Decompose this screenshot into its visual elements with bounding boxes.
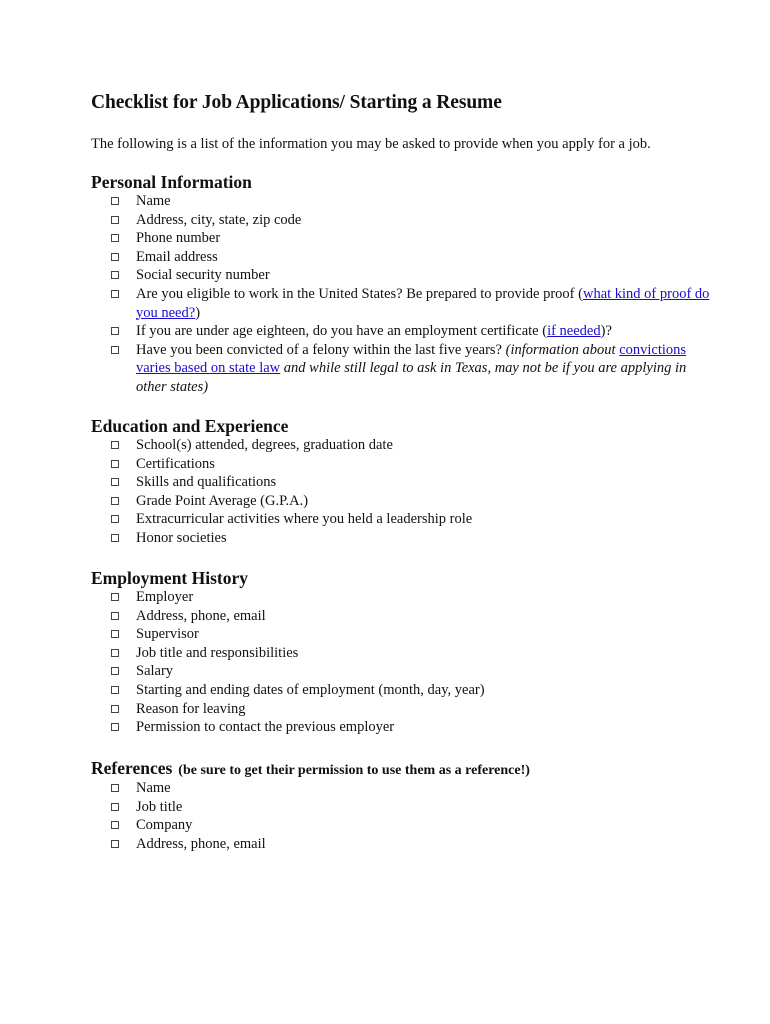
list-item: Company — [110, 816, 710, 835]
checkbox[interactable] — [111, 803, 119, 811]
checkbox[interactable] — [111, 290, 119, 298]
checkbox[interactable] — [111, 723, 119, 731]
convictions-link[interactable]: convictions varies based on state law — [136, 341, 687, 377]
list-item: Permission to contact the previous employer — [110, 718, 710, 737]
education-heading: Education and Experience — [91, 416, 289, 436]
list-item: Reason for leaving — [110, 700, 710, 719]
references-note: (be sure to get their permission to use them as a reference!) — [178, 763, 530, 778]
checkbox[interactable] — [111, 612, 119, 620]
checkbox[interactable] — [111, 216, 119, 224]
checkbox[interactable] — [111, 784, 119, 792]
list-item: Supervisor — [110, 625, 710, 644]
checkbox[interactable] — [111, 478, 119, 486]
checkbox[interactable] — [111, 649, 119, 657]
references-heading: References (be sure to get their permission to use them as a reference!) — [91, 758, 530, 778]
checkbox[interactable] — [111, 534, 119, 542]
personal-checklist — [110, 192, 710, 397]
checkbox[interactable] — [111, 327, 119, 335]
checkbox[interactable] — [111, 821, 119, 829]
list-item: Name — [110, 779, 710, 798]
checkbox[interactable] — [111, 667, 119, 675]
employment-checklist — [110, 588, 710, 737]
personal-heading: Personal Information — [91, 172, 252, 192]
checkbox[interactable] — [111, 234, 119, 242]
list-item: Social security number — [110, 266, 710, 285]
checkbox[interactable] — [111, 497, 119, 505]
checkbox[interactable] — [111, 441, 119, 449]
list-item: Job title and responsibilities — [110, 644, 710, 663]
checkbox[interactable] — [111, 840, 119, 848]
list-item: Extracurricular activities where you held a leadership role — [110, 510, 710, 529]
checkbox[interactable] — [111, 271, 119, 279]
checkbox[interactable] — [111, 346, 119, 354]
list-item: Phone number — [110, 229, 710, 248]
list-item: Honor societies — [110, 529, 710, 548]
list-item: Job title — [110, 798, 710, 817]
list-item: Certifications — [110, 455, 710, 474]
list-item: Email address — [110, 248, 710, 267]
intro-text: The following is a list of the information you may be asked to provide when you apply for a job. — [91, 136, 651, 152]
checkbox[interactable] — [111, 253, 119, 261]
list-item: Salary — [110, 662, 710, 681]
list-item: Employer — [110, 588, 710, 607]
checkbox[interactable] — [111, 197, 119, 205]
list-item: School(s) attended, degrees, graduation date — [110, 436, 710, 455]
checkbox[interactable] — [111, 593, 119, 601]
list-item-age: If you are under age eighteen, do you have an employment certificate (if needed)? — [110, 322, 710, 341]
if-needed-link[interactable]: if needed — [547, 323, 601, 340]
checkbox[interactable] — [111, 515, 119, 523]
list-item: Name — [110, 192, 710, 211]
list-item-felony: Have you been convicted of a felony within the last five years? (information about convictions varies based on state law and while still legal to ask in Texas, may not be if you are applying in other states) — [110, 341, 710, 397]
list-item: Skills and qualifications — [110, 473, 710, 492]
page-title: Checklist for Job Applications/ Starting a Resume — [91, 92, 502, 113]
list-item: Address, phone, email — [110, 835, 710, 854]
list-item: Address, city, state, zip code — [110, 211, 710, 230]
list-item: Starting and ending dates of employment (month, day, year) — [110, 681, 710, 700]
checkbox[interactable] — [111, 686, 119, 694]
proof-link[interactable]: what kind of proof do you need? — [136, 285, 710, 321]
education-checklist — [110, 436, 710, 548]
list-item-eligibility: Are you eligible to work in the United States? Be prepared to provide proof (what kind of proof do you need?) — [110, 285, 710, 322]
checkbox[interactable] — [111, 705, 119, 713]
references-checklist — [110, 779, 710, 853]
checkbox[interactable] — [111, 630, 119, 638]
checkbox[interactable] — [111, 460, 119, 468]
list-item: Grade Point Average (G.P.A.) — [110, 492, 710, 511]
list-item: Address, phone, email — [110, 607, 710, 626]
employment-heading: Employment History — [91, 568, 249, 588]
